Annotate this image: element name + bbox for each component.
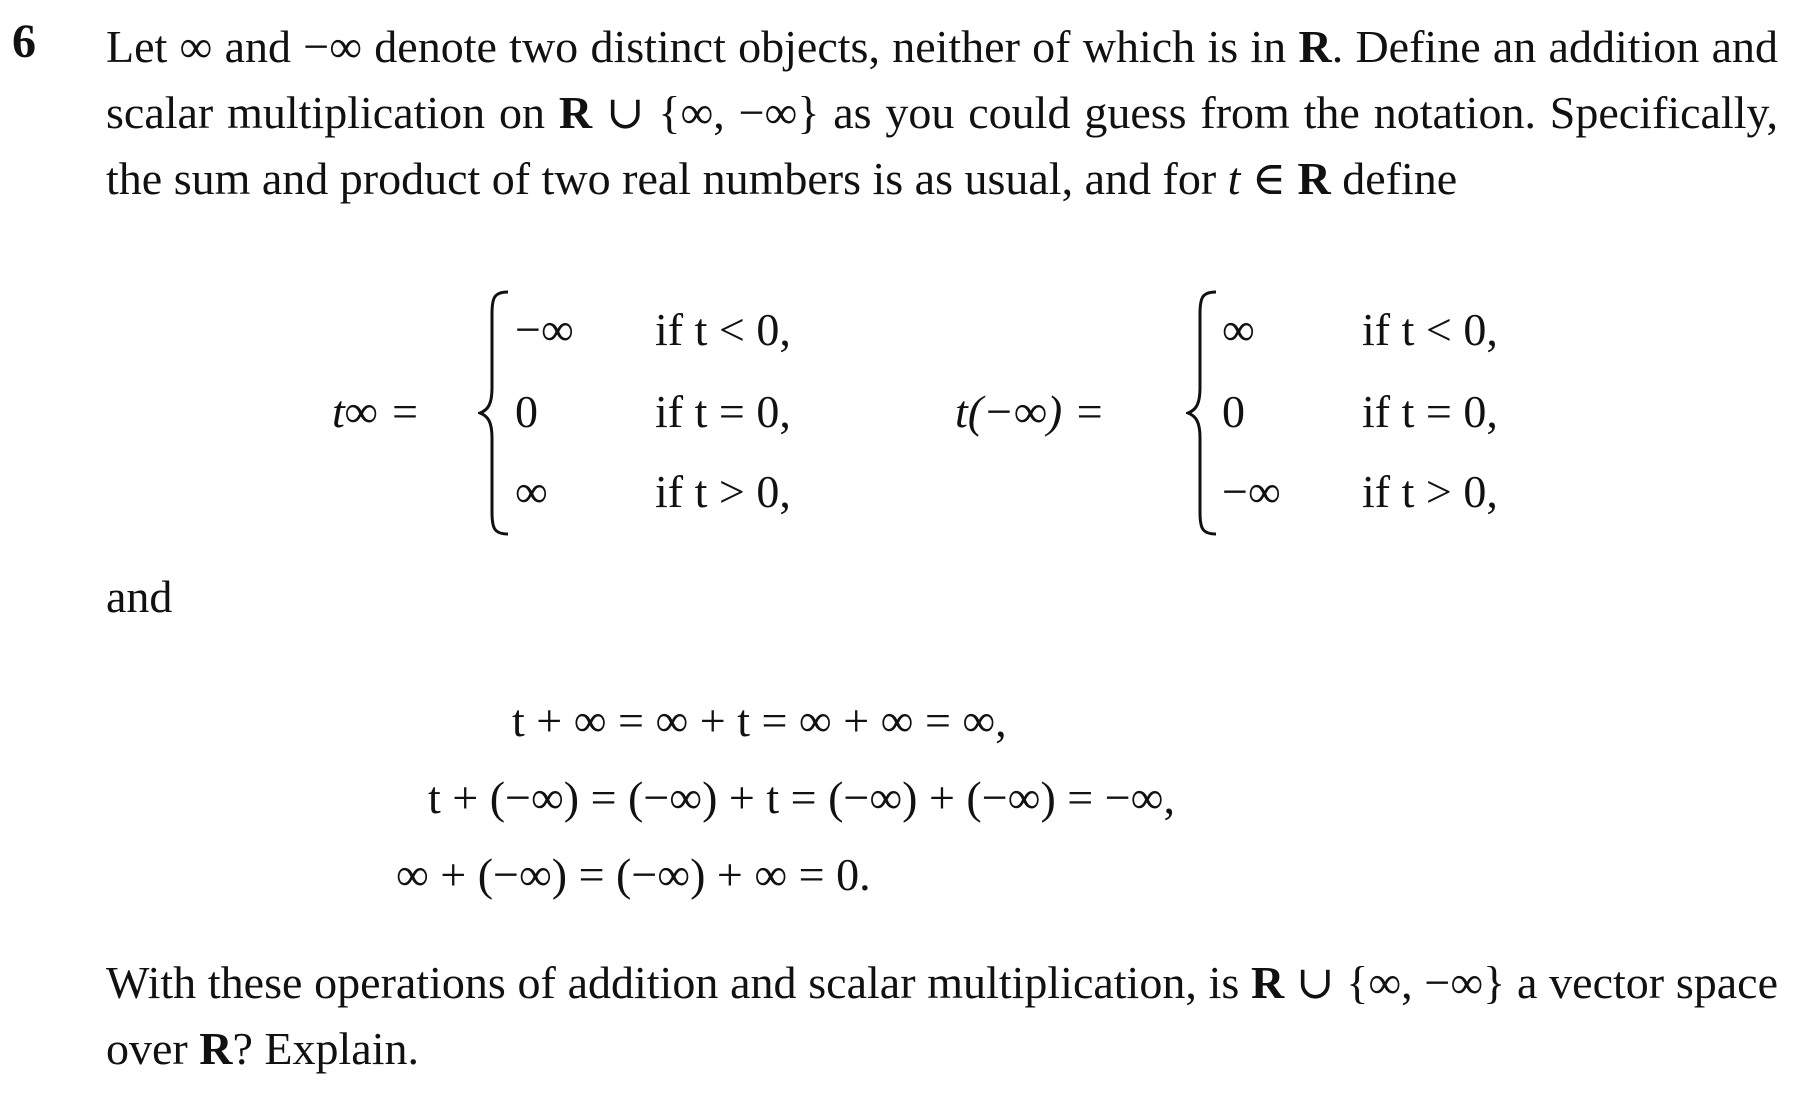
reals-symbol: R [1298,21,1332,72]
intro-text: ∪ {∞, −∞} as you could guess from the notation. Specifically, the sum and product of two real numbers is as usual, and for [106,87,1779,204]
case-value: −∞ [515,304,574,355]
piecewise-left-lhs: t∞ = [332,386,421,437]
case-condition: if t > 0, [1362,466,1498,517]
intro-text: define [1330,153,1458,204]
problem-statement [106,14,1778,212]
reals-symbol: R [1297,153,1331,204]
left-brace-icon [478,288,514,538]
question-text: ? Explain. [232,1023,419,1074]
intro-text: ∈ [1240,153,1298,204]
problem-number: 6 [12,15,36,68]
question-text: With these operations of addition and scalar multiplication, is [106,957,1252,1008]
case-condition: if t = 0, [655,386,791,437]
and-word: and [106,571,173,622]
case-condition: if t > 0, [655,466,791,517]
piecewise-right-lhs: t(−∞) = [955,386,1105,437]
question [106,950,1778,1082]
case-value: ∞ [515,466,548,517]
variable-t: t [1227,153,1241,204]
intro-text: . Define an addition and scalar multiplication on [106,21,1778,138]
equation-line-2: t + (−∞) = (−∞) + t = (−∞) + (−∞) = −∞, [428,772,1175,823]
right-brace-icon [1186,288,1222,538]
reals-symbol: R [199,1023,233,1074]
reals-symbol: R [1251,957,1285,1008]
case-condition: if t < 0, [655,304,791,355]
case-condition: if t < 0, [1362,304,1498,355]
reals-symbol: R [558,87,593,138]
case-value: 0 [1222,386,1245,437]
equation-line-3: ∞ + (−∞) = (−∞) + ∞ = 0. [396,849,871,900]
case-value: −∞ [1222,466,1281,517]
intro-text: Let ∞ and −∞ denote two distinct objects, neither of which is in [106,21,1299,72]
case-value: 0 [515,386,538,437]
question-text: ∪ {∞, −∞} a vector space over [106,957,1778,1074]
case-value: ∞ [1222,304,1255,355]
case-condition: if t = 0, [1362,386,1498,437]
equation-line-1: t + ∞ = ∞ + t = ∞ + ∞ = ∞, [512,695,1007,746]
